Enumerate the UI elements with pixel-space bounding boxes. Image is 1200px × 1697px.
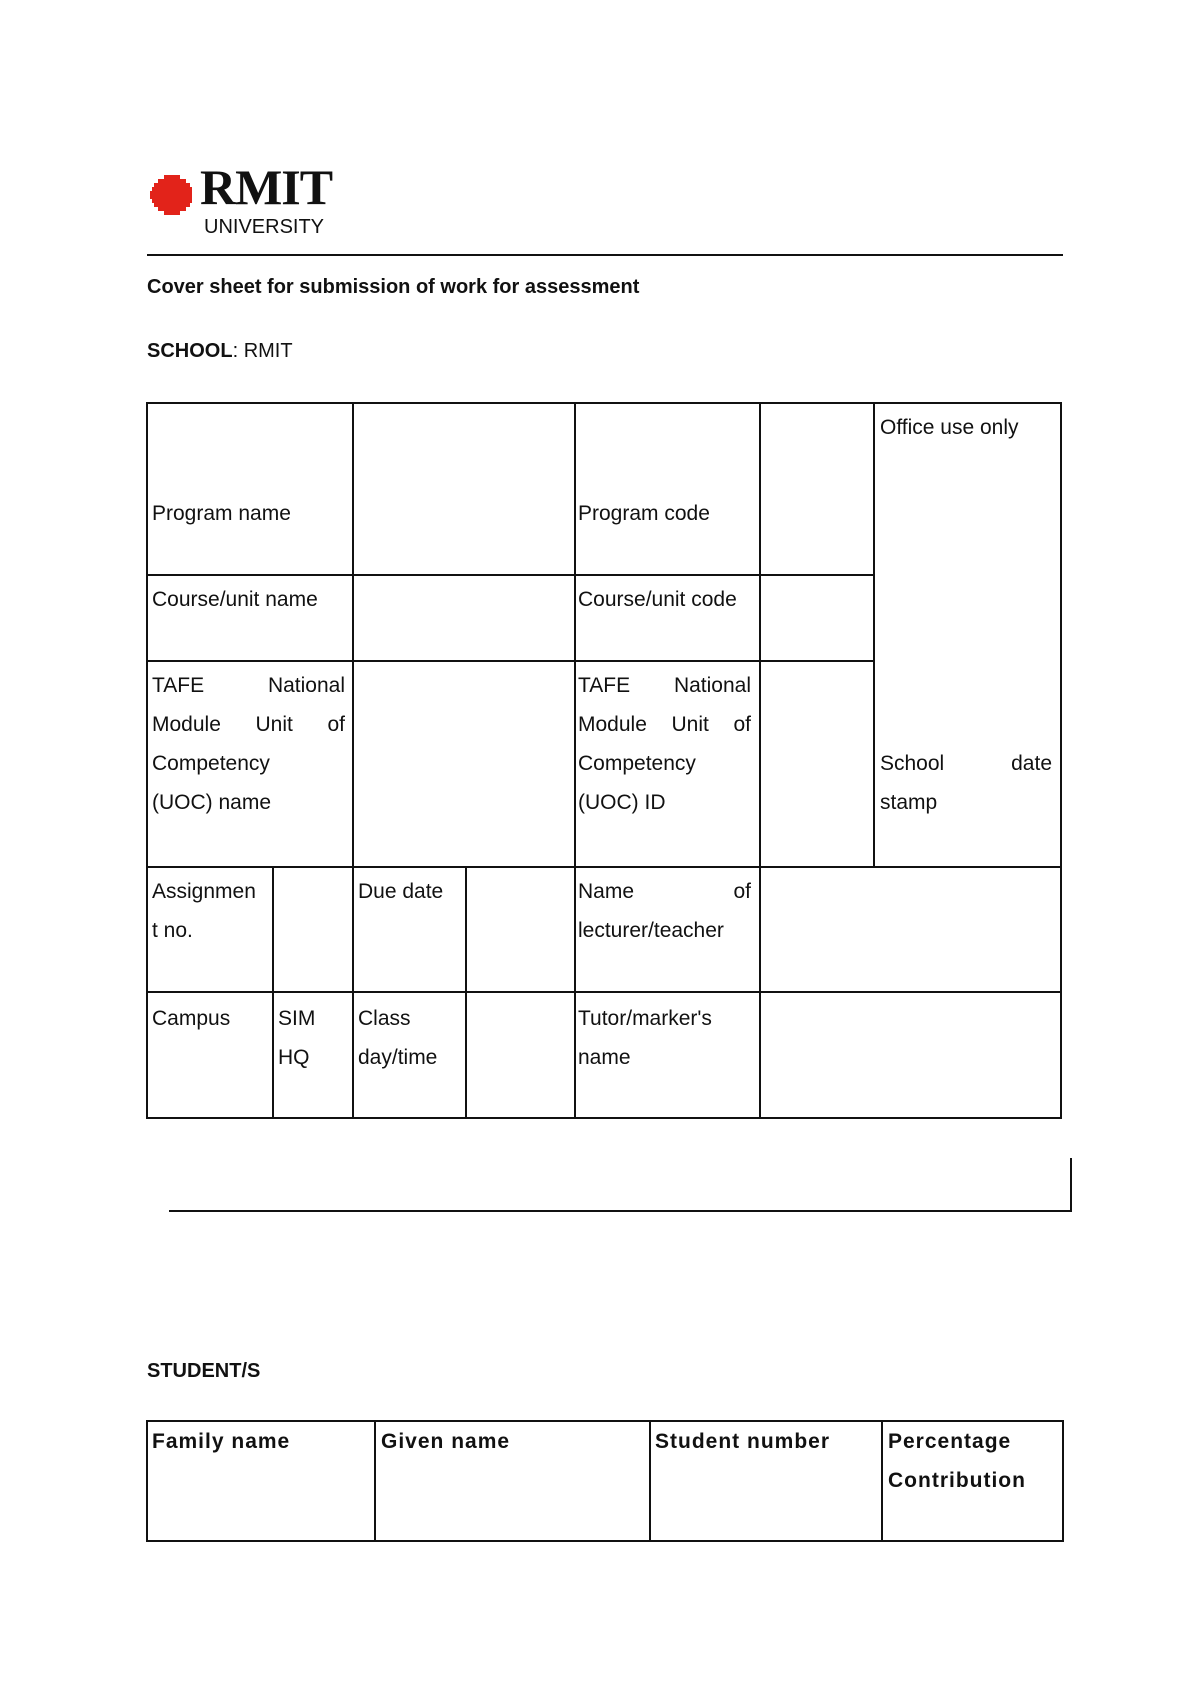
class-line-1: Class [358, 1007, 411, 1030]
due-date-label: Due date [358, 880, 444, 903]
course-code-label: Course/unit code [578, 588, 737, 611]
uoc-name-line-4: (UOC) name [152, 791, 272, 814]
school-stamp-line-1: School date [880, 752, 1052, 775]
col-line-d [873, 402, 875, 868]
header-percentage-line-1: Percentage [888, 1430, 1012, 1453]
tutor-label [578, 999, 712, 1077]
rmit-pixel-mark-icon [150, 173, 194, 217]
course-name-label: Course/unit name [152, 588, 318, 611]
students-section-label: STUDENT/S [147, 1360, 261, 1382]
students-col-line-1 [374, 1420, 376, 1542]
table-border-left [146, 402, 148, 1119]
table-border-right [1060, 402, 1062, 1119]
uoc-name-line-1: TAFE National [152, 674, 345, 697]
col-line-f [465, 866, 467, 1119]
campus-label: Campus [152, 1007, 231, 1030]
separator-horizontal [169, 1210, 1072, 1212]
table-border-top [146, 402, 1062, 404]
students-col-line-2 [649, 1420, 651, 1542]
uoc-name-label [152, 666, 345, 822]
class-line-2: day/time [358, 1046, 438, 1069]
school-stamp-line-2: stamp [880, 791, 938, 814]
col-line-b [574, 402, 576, 1119]
row-line-4 [146, 991, 1062, 993]
class-daytime-label [358, 999, 437, 1077]
campus-value-line-2: HQ [278, 1046, 310, 1069]
school-stamp-label [880, 744, 1052, 822]
logo-wordmark: RMIT [200, 159, 333, 215]
lecturer-label [578, 872, 751, 950]
header-percentage-contribution [888, 1422, 1026, 1500]
uoc-id-line-2: Module Unit of [578, 713, 751, 736]
rmit-logo [150, 159, 340, 245]
table-border-bottom [146, 1117, 1062, 1119]
assignment-line-2: t no. [152, 919, 193, 942]
tutor-line-2: name [578, 1046, 631, 1069]
header-percentage-line-2: Contribution [888, 1469, 1026, 1492]
header-rule [147, 254, 1063, 256]
page-title: Cover sheet for submission of work for assessment [147, 276, 640, 298]
school-label: SCHOOL [147, 340, 233, 362]
school-value: RMIT [243, 340, 293, 362]
col-line-c [759, 402, 761, 1119]
lecturer-line-2: lecturer/teacher [578, 919, 724, 942]
submission-details-table [146, 402, 1062, 1119]
uoc-name-line-3: Competency [152, 752, 270, 775]
students-border-left [146, 1420, 148, 1542]
uoc-name-line-2: Module Unit of [152, 713, 345, 736]
students-border-right [1062, 1420, 1064, 1542]
row-line-1 [146, 574, 874, 576]
logo-subtitle: UNIVERSITY [204, 216, 325, 238]
col-line-e [272, 866, 274, 1119]
office-use-label: Office use only [880, 416, 1019, 439]
col-line-a [352, 402, 354, 1119]
students-table [146, 1420, 1064, 1542]
school-line [147, 340, 293, 363]
uoc-id-line-3: Competency [578, 752, 696, 775]
school-separator: : [232, 340, 239, 362]
tutor-line-1: Tutor/marker's [578, 1007, 712, 1030]
header-given-name: Given name [381, 1430, 511, 1453]
header-student-number: Student number [655, 1430, 830, 1453]
row-line-2 [146, 660, 874, 662]
uoc-id-line-1: TAFE National [578, 674, 751, 697]
program-name-label: Program name [152, 502, 291, 525]
assignment-line-1: Assignmen [152, 880, 256, 903]
row-line-3 [146, 866, 1062, 868]
campus-value-line-1: SIM [278, 1007, 316, 1030]
program-code-label: Program code [578, 502, 710, 525]
campus-value [278, 999, 315, 1077]
assignment-no-label [152, 872, 256, 950]
header-family-name: Family name [152, 1430, 291, 1453]
lecturer-line-1: Name of [578, 880, 751, 903]
students-border-bottom [146, 1540, 1064, 1542]
students-col-line-3 [881, 1420, 883, 1542]
separator-vertical [1070, 1158, 1072, 1212]
uoc-id-line-4: (UOC) ID [578, 791, 666, 814]
uoc-id-label [578, 666, 751, 822]
